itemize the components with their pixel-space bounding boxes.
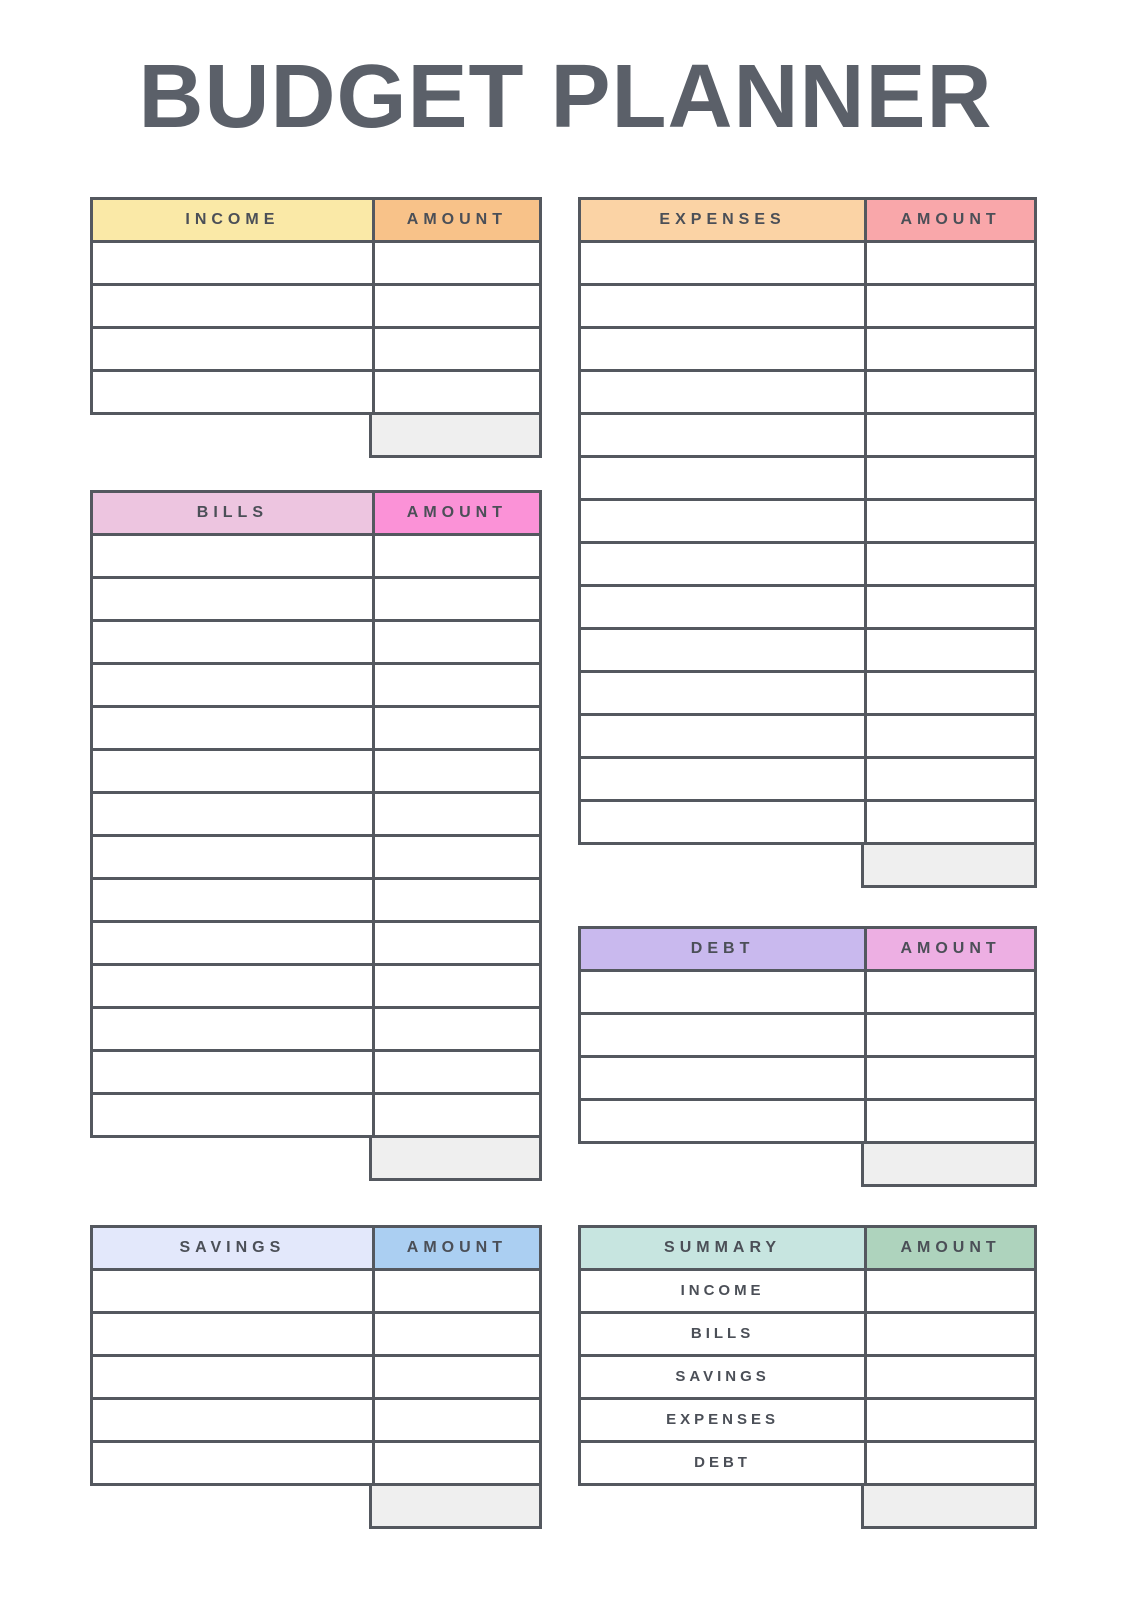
amount-cell[interactable] [372, 1271, 539, 1311]
amount-cell[interactable] [864, 286, 1034, 326]
entry-cell[interactable] [581, 415, 864, 455]
table-row [93, 877, 539, 920]
bills-amount-header-cell: AMOUNT [372, 493, 539, 533]
amount-cell[interactable] [864, 415, 1034, 455]
summary-row-label: INCOME [581, 1271, 864, 1311]
entry-cell[interactable] [93, 794, 372, 834]
income-amount-header-cell: AMOUNT [372, 200, 539, 240]
amount-cell[interactable] [864, 1101, 1034, 1141]
entry-cell[interactable] [581, 1015, 864, 1055]
debt-header-cell: DEBT [581, 929, 864, 969]
expenses-total-cell[interactable] [861, 845, 1037, 888]
amount-cell[interactable] [864, 243, 1034, 283]
amount-cell[interactable] [372, 329, 539, 369]
income-table [90, 197, 542, 458]
amount-cell[interactable] [372, 243, 539, 283]
amount-cell[interactable] [372, 794, 539, 834]
entry-cell[interactable] [93, 329, 372, 369]
bills-header-cell: BILLS [93, 493, 372, 533]
income-header-cell: INCOME [93, 200, 372, 240]
amount-cell[interactable] [864, 1314, 1034, 1354]
summary-header-cell: SUMMARY [581, 1228, 864, 1268]
table-row [581, 1098, 1034, 1141]
entry-cell[interactable] [93, 1009, 372, 1049]
summary-table [578, 1225, 1037, 1529]
amount-cell[interactable] [864, 1058, 1034, 1098]
amount-cell[interactable] [372, 622, 539, 662]
entry-cell[interactable] [93, 1357, 372, 1397]
entry-cell[interactable] [581, 673, 864, 713]
table-row [581, 713, 1034, 756]
amount-cell[interactable] [372, 880, 539, 920]
page-title: BUDGET PLANNER [138, 47, 993, 147]
savings-table [90, 1225, 542, 1529]
amount-cell[interactable] [864, 1400, 1034, 1440]
entry-cell[interactable] [93, 837, 372, 877]
summary-row [581, 1354, 1034, 1397]
table-row [581, 627, 1034, 670]
table-row [581, 541, 1034, 584]
amount-cell[interactable] [372, 1052, 539, 1092]
debt-table [578, 926, 1037, 1187]
amount-cell[interactable] [864, 759, 1034, 799]
entry-cell[interactable] [581, 243, 864, 283]
entry-cell[interactable] [581, 802, 864, 842]
amount-cell[interactable] [372, 966, 539, 1006]
amount-cell[interactable] [864, 544, 1034, 584]
summary-row-label: EXPENSES [581, 1400, 864, 1440]
amount-cell[interactable] [864, 501, 1034, 541]
amount-cell[interactable] [372, 837, 539, 877]
entry-cell[interactable] [93, 372, 372, 412]
entry-cell[interactable] [581, 630, 864, 670]
entry-cell[interactable] [581, 501, 864, 541]
amount-cell[interactable] [864, 587, 1034, 627]
amount-cell[interactable] [372, 579, 539, 619]
entry-cell[interactable] [581, 458, 864, 498]
table-row [581, 756, 1034, 799]
amount-cell[interactable] [372, 708, 539, 748]
table-row [93, 533, 539, 576]
amount-cell[interactable] [864, 1357, 1034, 1397]
summary-row [581, 1397, 1034, 1440]
table-row [93, 963, 539, 1006]
amount-cell[interactable] [864, 972, 1034, 1012]
summary-total-row [578, 1486, 1037, 1529]
summary-amount-header-cell: AMOUNT [864, 1228, 1034, 1268]
expenses-total-row [578, 845, 1037, 888]
summary-row-label: DEBT [581, 1443, 864, 1483]
table-row [93, 662, 539, 705]
table-row [93, 834, 539, 877]
entry-cell[interactable] [93, 966, 372, 1006]
table-row [93, 240, 539, 283]
amount-cell[interactable] [864, 673, 1034, 713]
amount-cell[interactable] [372, 1357, 539, 1397]
table-row [93, 1268, 539, 1311]
summary-row [581, 1268, 1034, 1311]
table-row [93, 1354, 539, 1397]
table-row [93, 1006, 539, 1049]
entry-cell[interactable] [581, 1101, 864, 1141]
summary-row [581, 1311, 1034, 1354]
bills-total-cell[interactable] [369, 1138, 542, 1181]
amount-cell[interactable] [372, 751, 539, 791]
expenses-amount-header-cell: AMOUNT [864, 200, 1034, 240]
amount-cell[interactable] [864, 1015, 1034, 1055]
income-total-cell[interactable] [369, 415, 542, 458]
bills-table [90, 490, 542, 1181]
table-row [93, 1049, 539, 1092]
entry-cell[interactable] [93, 622, 372, 662]
amount-cell[interactable] [864, 630, 1034, 670]
amount-cell[interactable] [372, 286, 539, 326]
table-row [93, 748, 539, 791]
table-row [93, 791, 539, 834]
debt-total-row [578, 1144, 1037, 1187]
summary-row-label: BILLS [581, 1314, 864, 1354]
amount-cell[interactable] [864, 1443, 1034, 1483]
amount-cell[interactable] [864, 329, 1034, 369]
savings-total-cell[interactable] [369, 1486, 542, 1529]
entry-cell[interactable] [581, 286, 864, 326]
table-row [581, 498, 1034, 541]
amount-cell[interactable] [372, 372, 539, 412]
table-row [581, 969, 1034, 1012]
entry-cell[interactable] [581, 972, 864, 1012]
amount-cell[interactable] [372, 536, 539, 576]
summary-total-cell[interactable] [861, 1486, 1037, 1529]
table-row [93, 619, 539, 662]
amount-cell[interactable] [864, 1271, 1034, 1311]
expenses-table [578, 197, 1037, 888]
savings-amount-header-cell: AMOUNT [372, 1228, 539, 1268]
entry-cell[interactable] [93, 923, 372, 963]
amount-cell[interactable] [372, 923, 539, 963]
entry-cell[interactable] [581, 759, 864, 799]
entry-cell[interactable] [93, 1314, 372, 1354]
table-row [93, 369, 539, 412]
entry-cell[interactable] [93, 708, 372, 748]
entry-cell[interactable] [93, 1443, 372, 1483]
table-row [581, 326, 1034, 369]
entry-cell[interactable] [93, 1271, 372, 1311]
table-row [581, 1012, 1034, 1055]
table-row [581, 283, 1034, 326]
amount-cell[interactable] [372, 1009, 539, 1049]
table-row [581, 799, 1034, 842]
entry-cell[interactable] [581, 544, 864, 584]
entry-cell[interactable] [581, 587, 864, 627]
entry-cell[interactable] [581, 329, 864, 369]
table-row [581, 369, 1034, 412]
bills-total-row [90, 1138, 542, 1181]
entry-cell[interactable] [93, 751, 372, 791]
table-row [581, 1055, 1034, 1098]
savings-header-cell: SAVINGS [93, 1228, 372, 1268]
amount-cell[interactable] [864, 372, 1034, 412]
table-row [93, 576, 539, 619]
table-row [93, 283, 539, 326]
entry-cell[interactable] [93, 286, 372, 326]
entry-cell[interactable] [93, 1052, 372, 1092]
table-row [581, 670, 1034, 713]
entry-cell[interactable] [93, 1095, 372, 1135]
entry-cell[interactable] [93, 665, 372, 705]
table-row [581, 455, 1034, 498]
table-row [581, 412, 1034, 455]
entry-cell[interactable] [93, 880, 372, 920]
amount-cell[interactable] [372, 1095, 539, 1135]
entry-cell[interactable] [93, 579, 372, 619]
expenses-header-cell: EXPENSES [581, 200, 864, 240]
entry-cell[interactable] [581, 372, 864, 412]
debt-amount-header-cell: AMOUNT [864, 929, 1034, 969]
debt-total-cell[interactable] [861, 1144, 1037, 1187]
amount-cell[interactable] [864, 458, 1034, 498]
summary-row-label: SAVINGS [581, 1357, 864, 1397]
savings-total-row [90, 1486, 542, 1529]
entry-cell[interactable] [93, 1400, 372, 1440]
entry-cell[interactable] [581, 1058, 864, 1098]
table-row [581, 240, 1034, 283]
summary-row [581, 1440, 1034, 1483]
amount-cell[interactable] [372, 1314, 539, 1354]
table-row [93, 1397, 539, 1440]
amount-cell[interactable] [372, 1400, 539, 1440]
entry-cell[interactable] [581, 716, 864, 756]
table-row [93, 920, 539, 963]
table-row [581, 584, 1034, 627]
amount-cell[interactable] [864, 802, 1034, 842]
table-row [93, 326, 539, 369]
table-row [93, 1311, 539, 1354]
amount-cell[interactable] [372, 665, 539, 705]
income-total-row [90, 415, 542, 458]
table-row [93, 1440, 539, 1483]
table-row [93, 705, 539, 748]
entry-cell[interactable] [93, 536, 372, 576]
amount-cell[interactable] [864, 716, 1034, 756]
table-row [93, 1092, 539, 1135]
amount-cell[interactable] [372, 1443, 539, 1483]
entry-cell[interactable] [93, 243, 372, 283]
